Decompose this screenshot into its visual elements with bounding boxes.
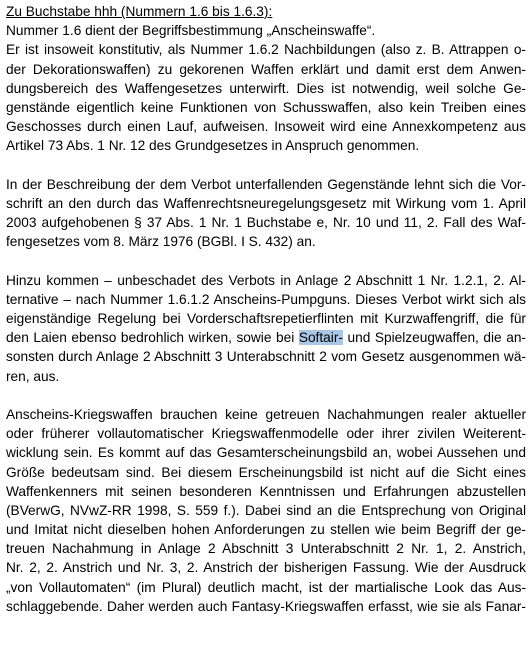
text-line: fengesetzes vom 8. März 1976 (BGBl. I S. 432) an.	[6, 234, 316, 250]
document-page	[6, 2, 526, 616]
text-line: oder früherer vollautomatischer Kriegswaffenmodelle oder ihrer zivilen Weiterent-	[6, 426, 526, 442]
text-line: Artikel 73 Abs. 1 Nr. 12 des Grundgesetzes in Anspruch genommen.	[6, 138, 420, 154]
text-line-with-selection	[6, 328, 526, 347]
text-line: Größe bedeutsam sind. Bei diesem Erscheinungsbild ist nicht auf die Sicht eines	[6, 464, 526, 480]
text-line: Hinzu kommen – unbeschadet des Verbots in Anlage 2 Abschnitt 1 Nr. 1.2.1, 2. Al-	[6, 272, 526, 288]
paragraph-gap	[6, 386, 526, 405]
text-line: ternative – nach Nummer 1.6.1.2 Anscheins-Pumpguns. Dieses Verbot wirkt sich als	[6, 291, 526, 307]
text-line: eigenständige Regelung bei Vorderschaftsrepetierflinten mit Kurzwaffengriff, die für	[6, 311, 526, 326]
paragraph-gap	[6, 156, 526, 175]
text-line: Waffenkenners mit seinen besonderen Kenntnissen und Erfahrungen abzustellen	[6, 483, 526, 499]
text-line: In der Beschreibung der dem Verbot unterfallenden Gegenstände lehnt sich die Vor-	[6, 176, 526, 192]
text-line: schrift an den durch das Waffenrechtsneuregelungsgesetz mit Wirkung vom 1. April	[6, 195, 526, 211]
section-heading: Zu Buchstabe hhh (Nummern 1.6 bis 1.6.3):	[6, 4, 273, 19]
text-line: Anscheins-Kriegswaffen brauchen keine getreuen Nachahmungen realer aktueller	[6, 406, 526, 422]
selected-text[interactable]: Softair-	[298, 330, 343, 346]
text-line: schlaggebende. Daher werden auch Fantasy-Kriegswaffen erfasst, wie sie als Fanar-	[6, 598, 526, 614]
paragraph-3	[6, 271, 526, 386]
text-line: (BVerwG, NVwZ-RR 1998, S. 559 f.). Dabei sind an die Entsprechung von Original	[6, 502, 526, 518]
paragraph-1	[6, 21, 526, 155]
text-line: 2003 aufgehobenen § 37 Abs. 1 Nr. 1 Buchstabe e, Nr. 10 und 11, 2. Fall des Waf-	[6, 215, 526, 231]
text-line: dungsbereich des Waffengesetzes unterwirft. Dies ist notwendig, weil solche Ge-	[6, 80, 526, 96]
text-line: Er ist insoweit konstitutiv, als Nummer 1.6.2 Nachbildungen (also z. B. Attrappen o-	[6, 42, 526, 58]
text-line: Nummer 1.6 dient der Begriffsbestimmung „Anscheinswaffe“.	[6, 23, 376, 39]
text-line: der Dekorationswaffen) zu gekorenen Waffen erklärt und damit erst dem Anwen-	[6, 61, 526, 77]
text-line: ren, aus.	[6, 368, 60, 384]
text-line: sonsten durch Anlage 2 Abschnitt 3 Unterabschnitt 2 vom Gesetz ausgenommen wä-	[6, 349, 526, 365]
text-line: wicklung sein. Es kommt auf das Gesamterscheinungsbild an, wobei Aussehen und	[6, 445, 526, 461]
paragraph-gap	[6, 251, 526, 270]
paragraph-4	[6, 405, 526, 616]
text-line: treuen Nachahmung in Anlage 2 Abschnitt 3 Unterabschnitt 2 Nr. 1, 2. Anstrich,	[6, 541, 526, 557]
text-line: Nr. 2, 2. Anstrich und Nr. 3, 2. Anstrich der bisherigen Fassung. Wie der Ausdruck	[6, 560, 526, 576]
text-line: und Imitat nicht dieselben hohen Anforderungen zu stellen wie beim Begriff der ge-	[6, 522, 526, 538]
text-line: „von Vollautomaten“ (im Plural) deutlich macht, ist der martialische Look das Aus-	[6, 579, 526, 595]
text-line: genstände eigentlich keine Funktionen von Schusswaffen, also kein Treiben eines	[6, 99, 526, 115]
paragraph-2	[6, 175, 526, 252]
text-segment: und Spielzeugwaffen, die an-	[342, 330, 526, 346]
text-line: Geschosses durch einen Lauf, aufweisen. Insoweit wird eine Annexkompetenz aus	[6, 119, 526, 135]
text-segment: den Laien ebenso bedrohlich wirken, sowie bei	[6, 330, 299, 346]
